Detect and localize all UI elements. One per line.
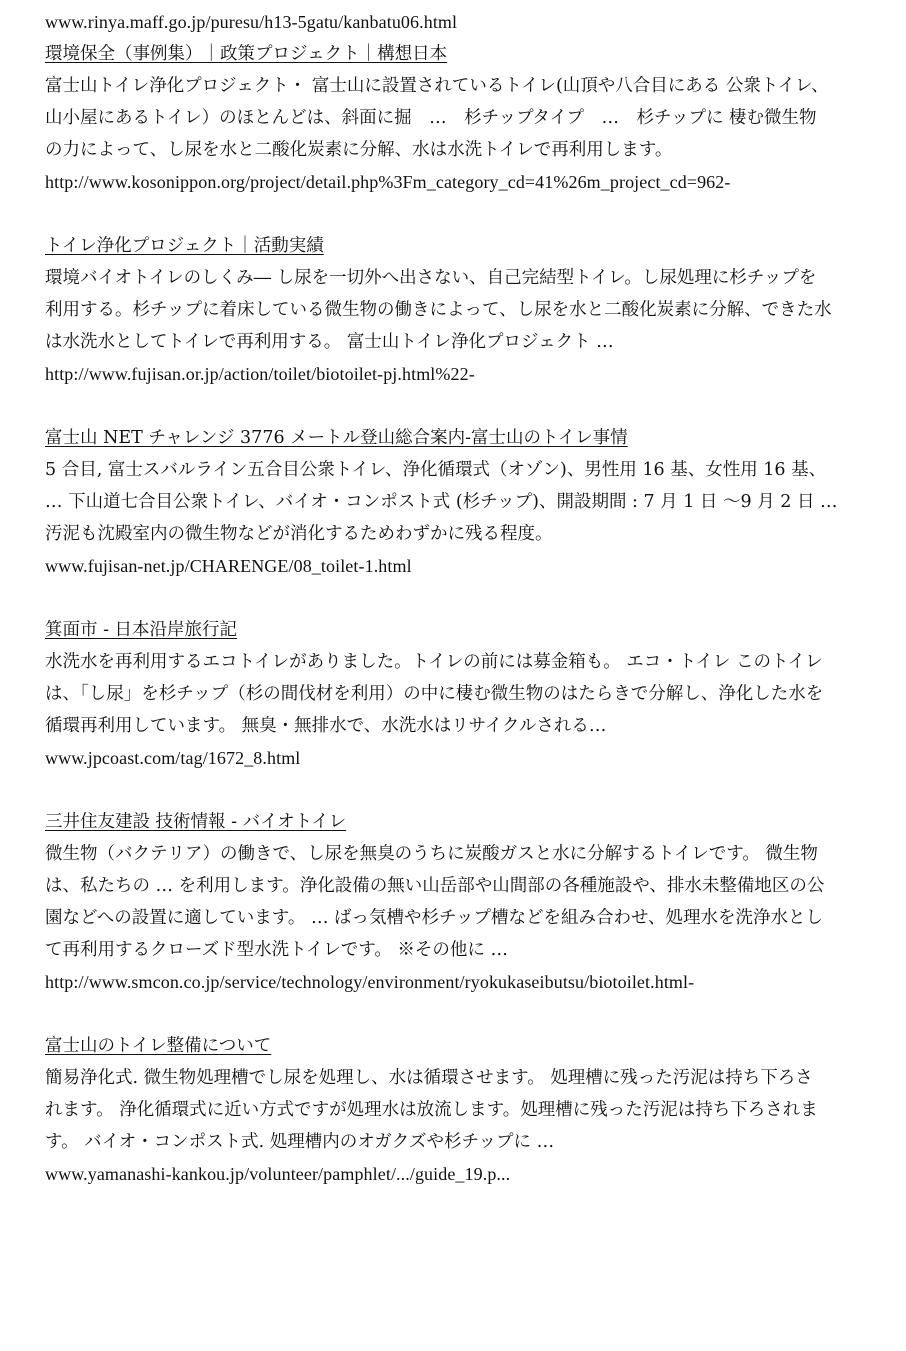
result-snippet-line: 園などへの設置に適しています。 … ばっ気槽や杉チップ槽などを組み合わせ、処理水を洗浄水とし (45, 908, 823, 928)
result-url[interactable]: www.fujisan-net.jp/CHARENGE/08_toilet-1.html (45, 556, 412, 576)
result-spacer (45, 198, 881, 230)
result-snippet-line: 簡易浄化式. 微生物処理槽でし尿を処理し、水は循環させます。 処理槽に残った汚泥は持ち下ろさ (45, 1068, 813, 1088)
result-snippet-line: 山小屋にあるトイレ）のほとんどは、斜面に掘 … 杉チップタイプ … 杉チップに 棲む微生物 (45, 108, 817, 128)
result-snippet-line: 汚泥も沈殿室内の微生物などが消化するためわずかに残る程度。 (45, 524, 553, 544)
search-result (45, 422, 881, 582)
result-snippet-line: 5 合目, 富士スバルライン五合目公衆トイレ、浄化循環式（オゾン)、男性用 16 基、女性用 16 基、 (45, 460, 827, 480)
result-snippet-line: 環境バイオトイレのしくみ― し尿を一切外へ出さない、自己完結型トイレ。し尿処理に杉チップを (45, 268, 817, 288)
result-snippet-line: す。 バイオ・コンポスト式. 処理槽内のオガクズや杉チップに … (45, 1132, 555, 1152)
result-snippet-line: 富士山トイレ浄化プロジェクト・ 富士山に設置されているトイレ(山頂や八合目にある 公衆トイレ、 (45, 76, 829, 96)
result-snippet-line: は、「し尿」を杉チップ（杉の間伐材を利用）の中に棲む微生物のはたらきで分解し、浄化した水を (45, 684, 824, 704)
result-spacer (45, 582, 881, 614)
result-title-link[interactable]: 富士山のトイレ整備について (45, 1036, 272, 1056)
result-title-link[interactable]: 箕面市 - 日本沿岸旅行記 (45, 620, 238, 640)
result-title-link[interactable]: 環境保全（事例集）｜政策プロジェクト｜構想日本 (45, 44, 448, 64)
search-result (45, 38, 881, 198)
result-snippet-line: … 下山道七合目公衆トイレ、バイオ・コンポスト式 (杉チップ)、開設期間 : 7 月 1 日 ～9 月 2 日 … (45, 492, 838, 512)
result-title-link[interactable]: トイレ浄化プロジェクト｜活動実績 (45, 236, 324, 256)
result-snippet-line: は水洗水としてトイレで再利用する。 富士山トイレ浄化プロジェクト … (45, 332, 614, 352)
search-result (45, 230, 881, 390)
search-result (45, 614, 881, 774)
result-url[interactable]: www.yamanashi-kankou.jp/volunteer/pamphlet/.../guide_19.p... (45, 1164, 511, 1184)
result-url[interactable]: www.jpcoast.com/tag/1672_8.html (45, 748, 301, 768)
result-snippet-line: 循環再利用しています。 無臭・無排水で、水洗水はリサイクルされる… (45, 716, 607, 736)
result-snippet-line: 水洗水を再利用するエコトイレがありました。トイレの前には募金箱も。 エコ・トイレ このトイレ (45, 652, 823, 672)
search-results-document (45, 6, 881, 1190)
result-snippet-line: て再利用するクローズド型水洗トイレです。 ※その他に … (45, 940, 508, 960)
result-snippet-line: 微生物（バクテリア）の働きで、し尿を無臭のうちに炭酸ガスと水に分解するトイレです。 微生物 (45, 844, 818, 864)
result-url[interactable]: http://www.kosonippon.org/project/detail.php%3Fm_category_cd=41%26m_project_cd=962- (45, 172, 731, 192)
result-title-link[interactable]: 三井住友建設 技術情報 - バイオトイレ (45, 812, 347, 832)
result-spacer (45, 774, 881, 806)
result-snippet-line: れます。 浄化循環式に近い方式ですが処理水は放流します。処理槽に残った汚泥は持ち下ろされま (45, 1100, 818, 1120)
result-url[interactable]: http://www.smcon.co.jp/service/technology/environment/ryokukaseibutsu/biotoilet.html- (45, 972, 695, 992)
result-snippet-line: の力によって、し尿を水と二酸化炭素に分解、水は水洗トイレで再利用します。 (45, 140, 673, 160)
search-result (45, 1030, 881, 1190)
search-result (45, 806, 881, 998)
result-snippet-line: 利用する。杉チップに着床している微生物の働きによって、し尿を水と二酸化炭素に分解、できた水 (45, 300, 832, 320)
top-url[interactable]: www.rinya.maff.go.jp/puresu/h13-5gatu/kanbatu06.html (45, 12, 458, 32)
result-title-link[interactable]: 富士山 NET チャレンジ 3776 メートル登山総合案内-富士山のトイレ事情 (45, 428, 628, 448)
result-url[interactable]: http://www.fujisan.or.jp/action/toilet/biotoilet-pj.html%22- (45, 364, 475, 384)
results-list (45, 38, 881, 1190)
result-spacer (45, 390, 881, 422)
result-snippet-line: は、私たちの … を利用します。浄化設備の無い山岳部や山間部の各種施設や、排水未整備地区の公 (45, 876, 825, 896)
result-spacer (45, 998, 881, 1030)
